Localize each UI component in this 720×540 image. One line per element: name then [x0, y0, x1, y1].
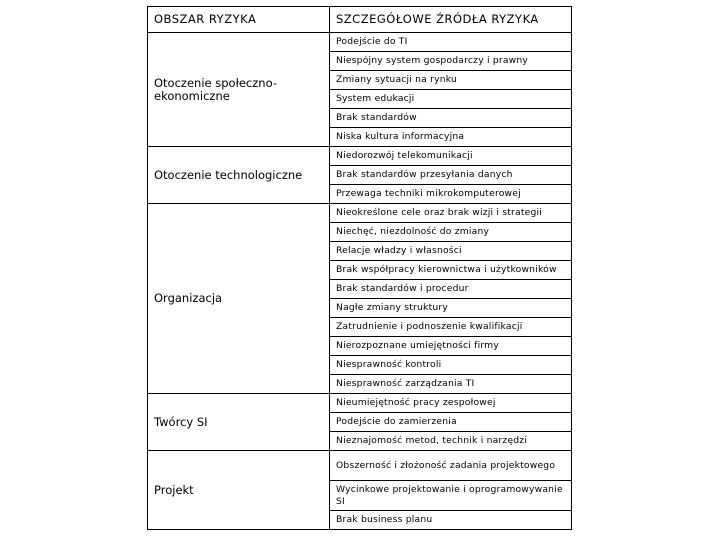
- risk-source-cell: Niesprawność kontroli: [330, 356, 572, 375]
- table-row: [148, 394, 572, 413]
- risk-area-cell: Otoczenie technologiczne: [148, 147, 330, 204]
- risk-area-cell: Twórcy SI: [148, 394, 330, 451]
- risk-source-cell: Niechęć, niezdolność do zmiany: [330, 223, 572, 242]
- header-row: [148, 7, 572, 33]
- table-row: [148, 204, 572, 223]
- risk-source-cell: Zmiany sytuacji na rynku: [330, 71, 572, 90]
- risk-source-cell: Brak standardów: [330, 109, 572, 128]
- risk-source-cell: Nagłe zmiany struktury: [330, 299, 572, 318]
- risk-source-cell: Brak business planu: [330, 511, 572, 530]
- table-row: [148, 33, 572, 52]
- risk-source-cell: Wycinkowe projektowanie i oprogramowywanie SI: [330, 481, 572, 511]
- risk-source-cell: Niespójny system gospodarczy i prawny: [330, 52, 572, 71]
- risk-source-cell: Brak standardów przesyłania danych: [330, 166, 572, 185]
- header-risk-sources: SZCZEGÓŁOWE ŹRÓDŁA RYZYKA: [330, 7, 572, 33]
- risk-source-cell: Brak współpracy kierownictwa i użytkowników: [330, 261, 572, 280]
- risk-source-cell: Nierozpoznane umiejętności firmy: [330, 337, 572, 356]
- table-row: [148, 147, 572, 166]
- risk-source-cell: Przewaga techniki mikrokomputerowej: [330, 185, 572, 204]
- risk-source-cell: Podejście do TI: [330, 33, 572, 52]
- risk-source-cell: Relacje władzy i własności: [330, 242, 572, 261]
- risk-source-cell: Nieznajomość metod, technik i narzędzi: [330, 432, 572, 451]
- risk-source-cell: Niska kultura informacyjna: [330, 128, 572, 147]
- header-risk-area: OBSZAR RYZYKA: [148, 7, 330, 33]
- risk-source-cell: Nieumiejętność pracy zespołowej: [330, 394, 572, 413]
- risk-source-cell: Brak standardów i procedur: [330, 280, 572, 299]
- risk-area-cell: Otoczenie społeczno-ekonomiczne: [148, 33, 330, 147]
- risk-source-cell: Podejście do zamierzenia: [330, 413, 572, 432]
- risk-source-cell: System edukacji: [330, 90, 572, 109]
- risk-source-cell: Obszerność i złożoność zadania projektowego: [330, 451, 572, 481]
- table-row: [148, 451, 572, 481]
- risk-sources-table: [147, 6, 572, 530]
- risk-source-cell: Zatrudnienie i podnoszenie kwalifikacji: [330, 318, 572, 337]
- risk-area-cell: Organizacja: [148, 204, 330, 394]
- risk-source-cell: Niesprawność zarządzania TI: [330, 375, 572, 394]
- risk-source-cell: Niedorozwój telekomunikacji: [330, 147, 572, 166]
- risk-area-cell: Projekt: [148, 451, 330, 530]
- risk-source-cell: Nieokreślone cele oraz brak wizji i strategii: [330, 204, 572, 223]
